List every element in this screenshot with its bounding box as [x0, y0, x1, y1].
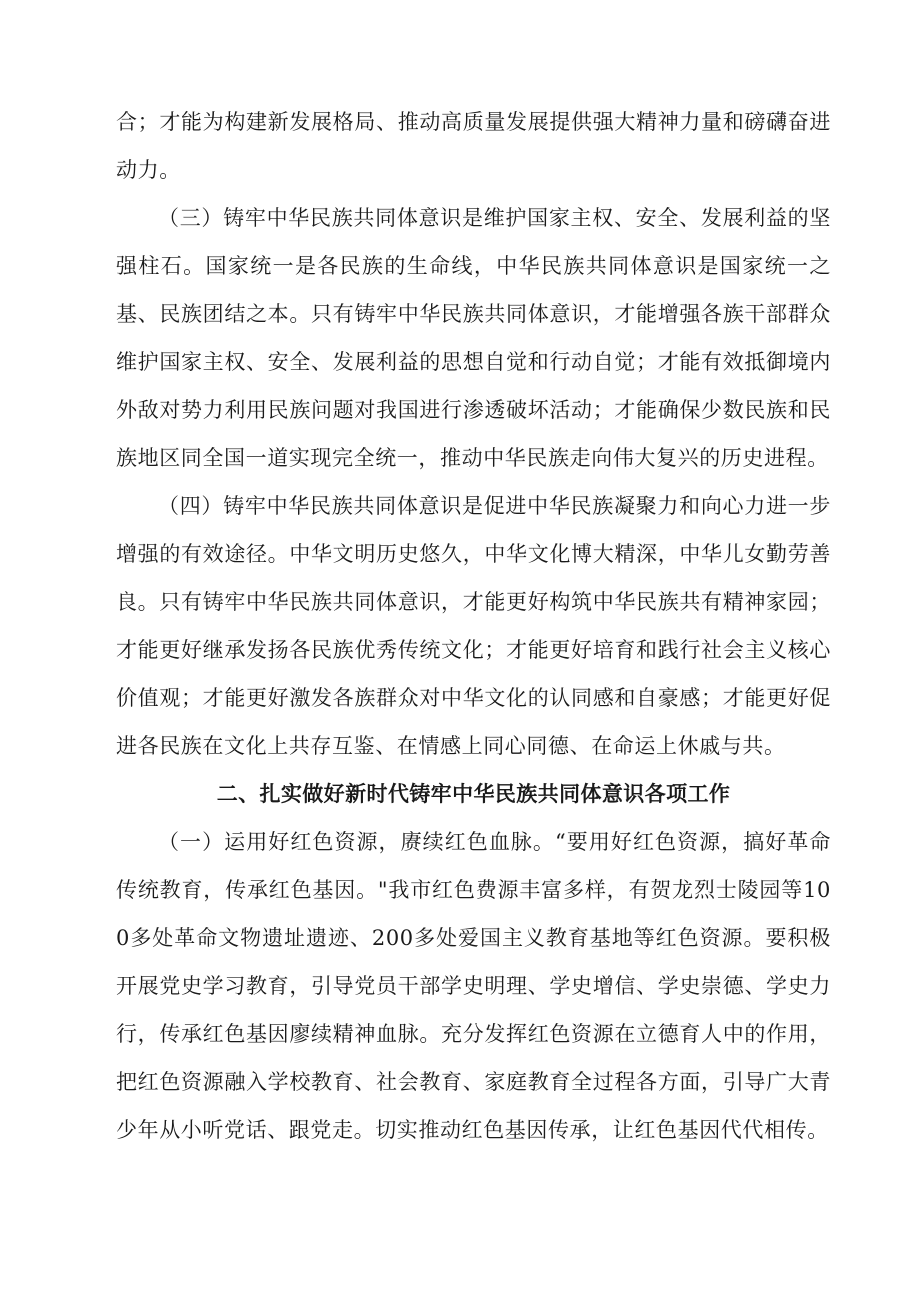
section-heading: 二、扎实做好新时代铸牢中华民族共同体意识各项工作: [216, 782, 731, 806]
paragraph-continuation: 合；才能为构建新发展格局、推动高质量发展提供强大精神力量和磅礴奋进动力。: [116, 110, 831, 182]
paragraph-section-four: （四）铸牢中华民族共同体意识是促进中华民族凝聚力和向心力进一步增强的有效途径。中华文明历史悠久，中华文化博大精深，中华儿女勤劳善良。只有铸牢中华民族共同体意识，才能更好构筑中华民族共有精神家园；才能更好继承发扬各民族优秀传统文化；才能更好培育和践行社会主义核心价值观；才能更好激发各族群众对中华文化的认同感和自豪感；才能更好促进各民族在文化上共存互鉴、在情感上同心同德、在命运上休戚与共。: [116, 494, 831, 758]
paragraph-subsection-one: （一）运用好红色资源，赓续红色血脉。“要用好红色资源，搞好革命传统教育，传承红色基因。"我市红色费源丰富多样，有贺龙烈士陵园等100多处革命文物遗址遗迹、200多处爱国主义教育基地等红色资源。要积极开展党史学习教育，引导党员干部学史明理、学史增信、学史崇德、学史力行，传承红色基因廖续精神血脉。充分发挥红色资源在立德育人中的作用，把红色资源融入学校教育、社会教育、家庭教育全过程各方面，引导广大青少年从小听党话、跟党走。切实推动红色基因传承，让红色基因代代相传。: [116, 830, 831, 1142]
document-body: [116, 98, 831, 1154]
paragraph-section-three: （三）铸牢中华民族共同体意识是维护国家主权、安全、发展利益的坚强柱石。国家统一是各民族的生命线，中华民族共同体意识是国家统一之基、民族团结之本。只有铸牢中华民族共同体意识，才能增强各族干部群众维护国家主权、安全、发展利益的思想自觉和行动自觉；才能有效抵御境内外敌对势力利用民族问题对我国进行渗透破坏活动；才能确保少数民族和民族地区同全国一道实现完全统一，推动中华民族走向伟大复兴的历史进程。: [116, 206, 831, 470]
